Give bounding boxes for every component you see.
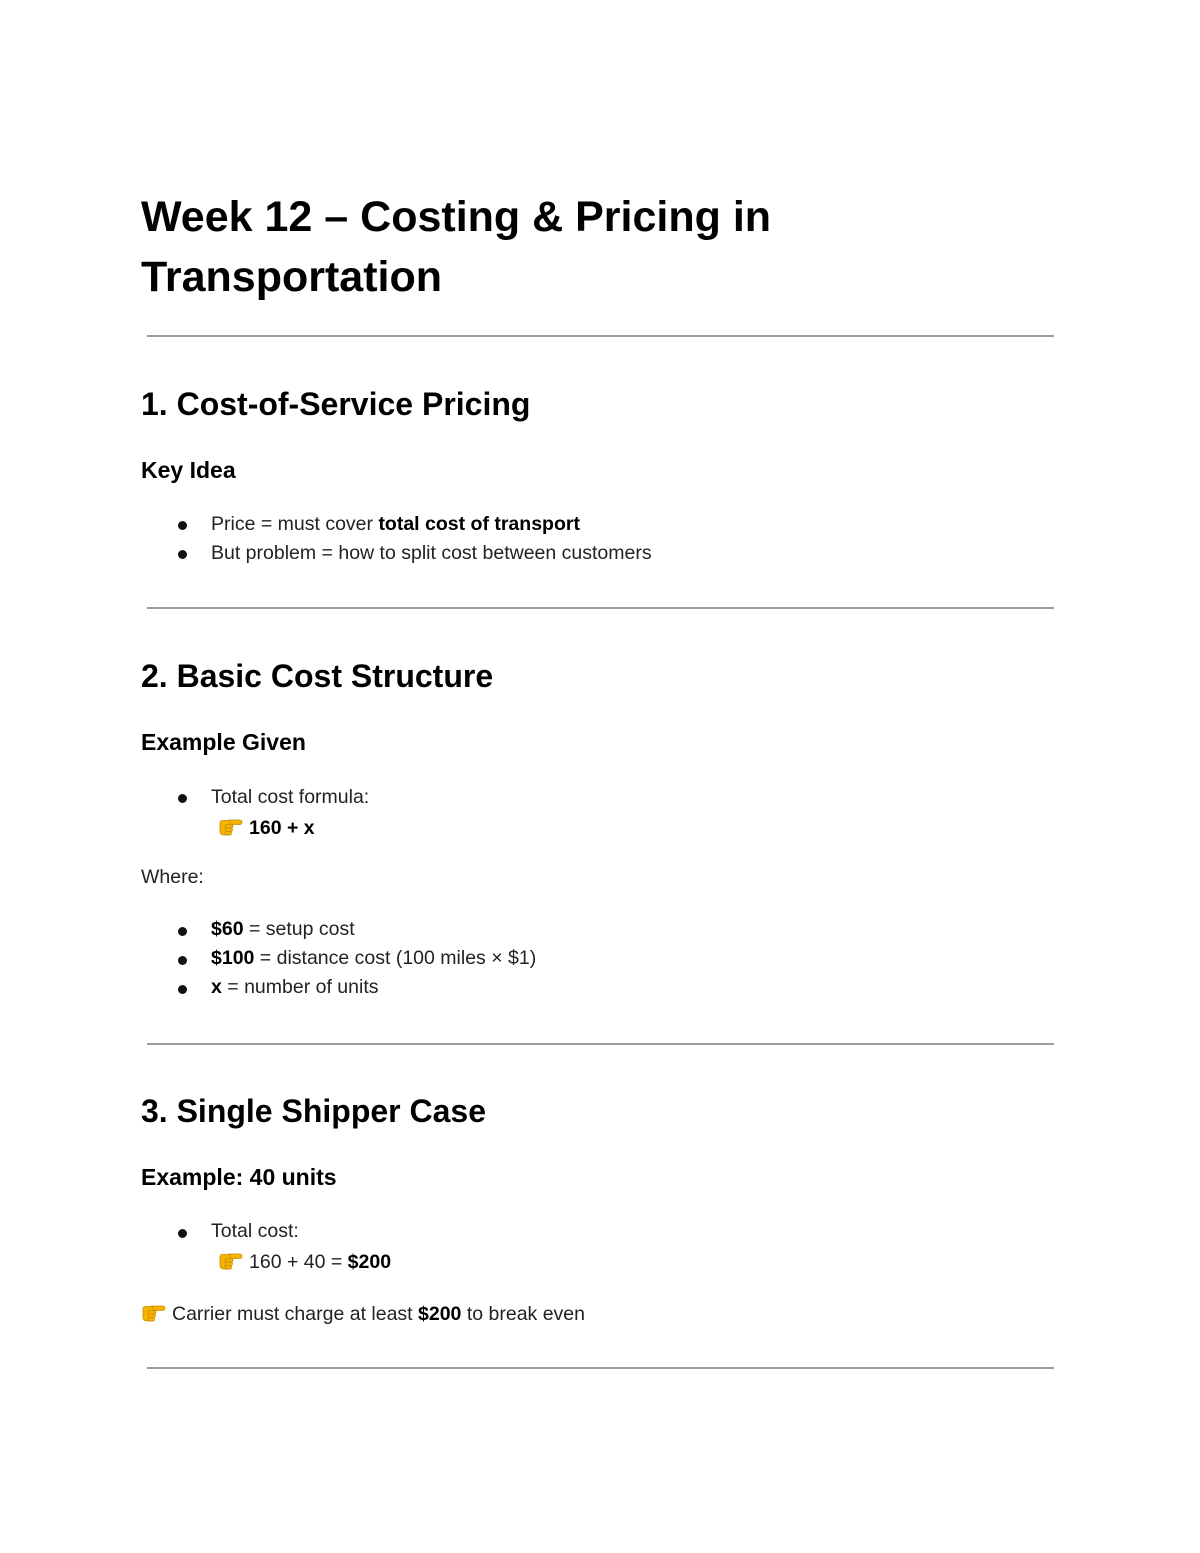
cost-item-value: x	[211, 976, 222, 998]
where-label: Where:	[141, 866, 204, 888]
divider	[147, 1367, 1054, 1369]
calc-line	[218, 1250, 391, 1273]
backhand-index-pointing-right-icon	[218, 1250, 243, 1272]
cost-item-value: $60	[211, 918, 244, 940]
note-text-end: to break even	[461, 1303, 585, 1325]
cost-item-value: $100	[211, 947, 255, 969]
cost-item-units	[211, 978, 379, 998]
cost-item-distance	[211, 949, 536, 969]
backhand-index-pointing-right-icon	[218, 816, 243, 838]
cost-item-desc: = number of units	[221, 976, 379, 998]
divider	[147, 1043, 1054, 1045]
cost-item-setup	[211, 920, 355, 940]
section-1-heading: 1. Cost-of-Service Pricing	[141, 386, 531, 422]
page-title-line-1: Week 12 – Costing & Pricing in	[141, 193, 772, 241]
backhand-index-pointing-right-icon	[141, 1302, 166, 1324]
section-3-bullet-1: Total cost:	[211, 1220, 299, 1242]
bullet-dot-icon	[178, 794, 187, 803]
section-3-heading: 3. Single Shipper Case	[141, 1093, 486, 1129]
section-3-subheading: Example: 40 units	[141, 1164, 337, 1190]
page-title-line-2: Transportation	[141, 253, 443, 301]
break-even-note	[141, 1302, 585, 1325]
bullet-dot-icon	[178, 927, 187, 936]
bullet-text: Price = must cover	[211, 513, 379, 535]
section-2-subheading: Example Given	[141, 729, 306, 755]
section-1-bullet-2: But problem = how to split cost between customers	[211, 542, 652, 564]
section-1-subheading: Key Idea	[141, 457, 236, 483]
section-1-bullet-1	[211, 515, 580, 535]
divider	[147, 335, 1054, 337]
bullet-bold-text: total cost of transport	[378, 513, 580, 535]
note-text: Carrier must charge at least	[172, 1303, 419, 1325]
divider	[147, 607, 1054, 609]
calc-result: $200	[347, 1251, 392, 1273]
calc-text: 160 + 40 =	[249, 1251, 348, 1273]
formula-text: 160 + x	[249, 817, 315, 839]
bullet-dot-icon	[178, 550, 187, 559]
bullet-dot-icon	[178, 1229, 187, 1238]
note-bold: $200	[418, 1303, 462, 1325]
cost-item-desc: = distance cost (100 miles × $1)	[254, 947, 537, 969]
section-2-bullet-1: Total cost formula:	[211, 786, 370, 808]
formula-line	[218, 816, 315, 839]
bullet-dot-icon	[178, 521, 187, 530]
bullet-dot-icon	[178, 956, 187, 965]
bullet-dot-icon	[178, 985, 187, 994]
cost-item-desc: = setup cost	[243, 918, 355, 940]
section-2-heading: 2. Basic Cost Structure	[141, 658, 494, 694]
